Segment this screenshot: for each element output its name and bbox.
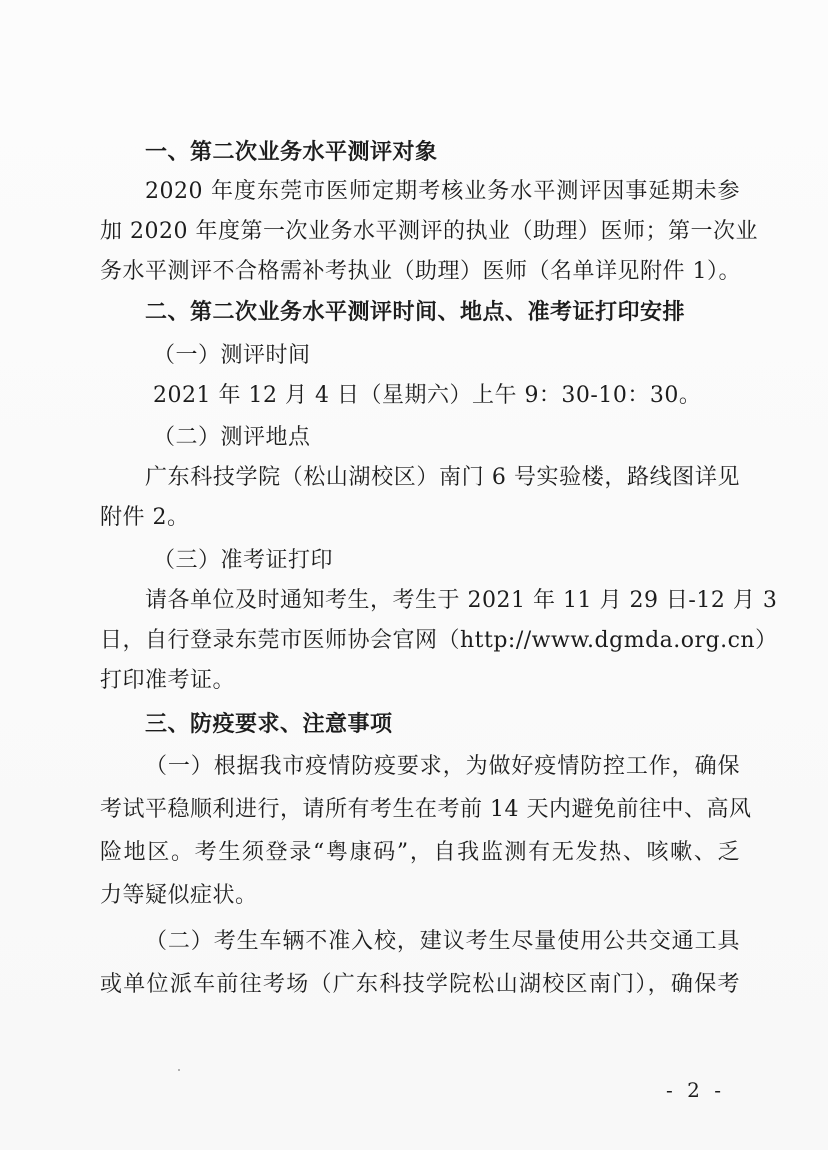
section-heading-3: 三、防疫要求、注意事项: [145, 711, 393, 737]
section-heading-1: 一、第二次业务水平测评对象: [145, 139, 438, 165]
paragraph-line: 附件 2。: [100, 505, 190, 530]
subsection-heading: （二）测评地点: [153, 425, 311, 450]
paragraph-line: （一）根据我市疫情防疫要求，为做好疫情防控工作，确保: [145, 754, 740, 779]
section-heading-2: 二、第二次业务水平测评时间、地点、准考证打印安排: [145, 299, 686, 325]
paragraph-line: 日，自行登录东莞市医师协会官网（http://www.dgmda.org.cn）: [100, 628, 778, 653]
page-number: - 2 -: [666, 1078, 725, 1102]
paragraph-line: 或单位派车前往考场（广东科技学院松山湖校区南门），确保考: [100, 972, 740, 997]
scan-speck: [178, 1069, 180, 1071]
subsection-heading: （一）测评时间: [153, 343, 311, 368]
paragraph-line: （二）考生车辆不准入校，建议考生尽量使用公共交通工具: [145, 929, 740, 954]
subsection-heading: （三）准考证打印: [153, 548, 334, 573]
paragraph-line: 打印准考证。: [100, 668, 236, 693]
paragraph-line: 2020 年度东莞市医师定期考核业务水平测评因事延期未参: [145, 179, 740, 204]
paragraph-line: 2021 年 12 月 4 日（星期六）上午 9：30-10：30。: [153, 383, 702, 408]
paragraph-line: 广东科技学院（松山湖校区）南门 6 号实验楼，路线图详见: [145, 465, 740, 490]
paragraph-line: 力等疑似症状。: [100, 883, 258, 908]
paragraph-line: 考试平稳顺利进行，请所有考生在考前 14 天内避免前往中、高风: [100, 797, 752, 822]
paragraph-line: 务水平测评不合格需补考执业（助理）医师（名单详见附件 1）。: [100, 259, 741, 284]
paragraph-line: 险地区。考生须登录“粤康码”，自我监测有无发热、咳嗽、乏: [100, 840, 740, 865]
paragraph-line: 请各单位及时通知考生，考生于 2021 年 11 月 29 日-12 月 3: [145, 588, 778, 613]
paragraph-line: 加 2020 年度第一次业务水平测评的执业（助理）医师；第一次业: [100, 219, 758, 244]
